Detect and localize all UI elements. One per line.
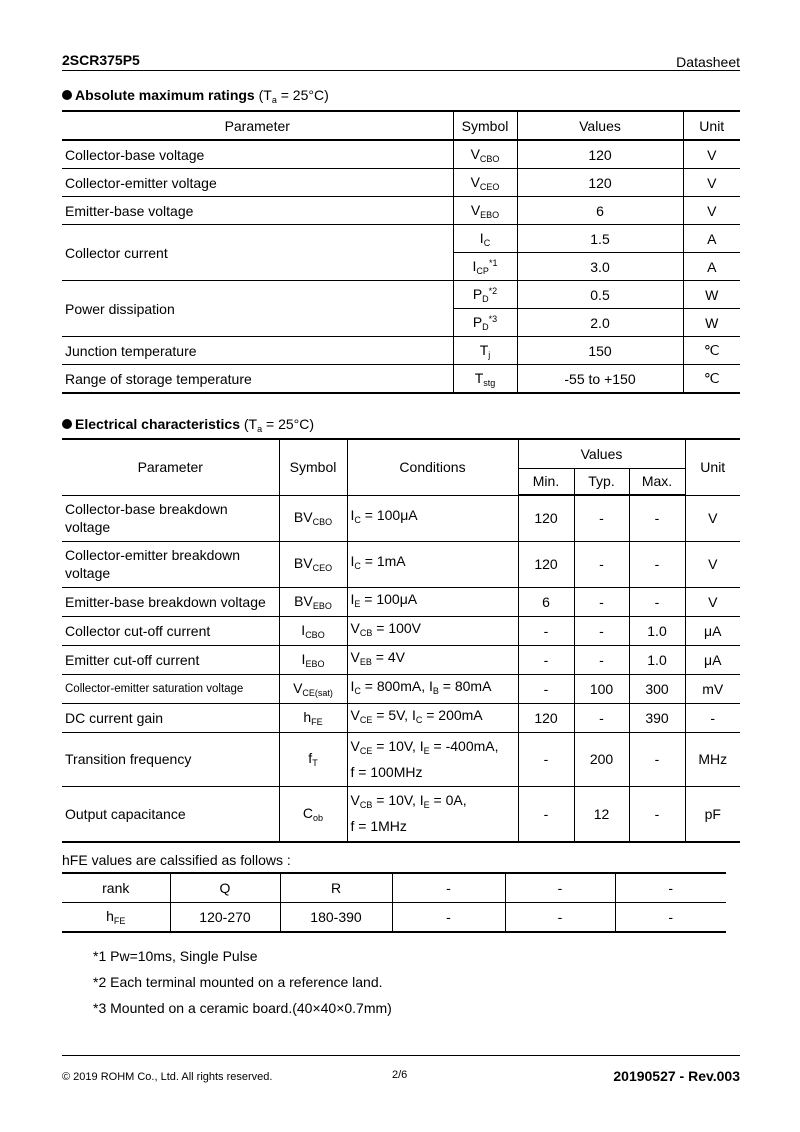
note-3: *3 Mounted on a ceramic board.(40×40×0.7mm) [93,1000,392,1016]
abs-max-table [62,110,740,394]
bullet-icon [62,90,72,100]
row-parameter: Emitter-base breakdown voltage [62,587,279,616]
row-symbol: $BV_{CEO}$ [279,541,347,587]
row-min: - [518,616,574,645]
hfe-rank-table [62,872,726,933]
row-parameter: Emitter cut-off current [62,645,279,674]
row-unit: V [683,169,740,197]
row-value: 6 [517,197,683,225]
row-min: - [518,732,574,786]
header-symbol: Symbol [279,439,347,495]
hfe-range-cell: - [505,903,615,933]
row-typ: - [574,645,629,674]
hfe-range-cell: - [392,903,505,933]
row-typ: 200 [574,732,629,786]
rank-cell: - [615,873,726,903]
table-row [62,703,740,732]
header-unit: Unit [685,439,740,495]
row-unit: V [683,140,740,169]
table-row [62,197,740,225]
row-symbol: $P_D^{*3}$ [453,309,517,337]
hfe-range-cell: 180-390 [280,903,392,933]
row-max: 390 [629,703,685,732]
row-max: - [629,495,685,541]
header-parameter: Parameter [62,111,453,140]
row-unit: μA [685,616,740,645]
row-parameter: Collector-emitter saturation voltage [62,674,279,703]
row-unit: - [685,703,740,732]
table-row [62,587,740,616]
doc-type: Datasheet [676,54,740,70]
row-parameter: Collector-base voltage [62,140,453,169]
row-symbol: $P_D^{*2}$ [453,281,517,309]
table-row [62,495,740,541]
row-typ: - [574,703,629,732]
elec-char-table [62,438,740,843]
copyright: © 2019 ROHM Co., Ltd. All rights reserved. [62,1071,273,1083]
row-typ: - [574,541,629,587]
revision: 20190527 - Rev.003 [613,1068,740,1084]
header-symbol: Symbol [453,111,517,140]
page-footer [62,1055,740,1086]
row-value: 150 [517,337,683,365]
row-unit: pF [685,786,740,842]
table-row [62,645,740,674]
row-typ: - [574,495,629,541]
row-max: - [629,786,685,842]
header-unit: Unit [683,111,740,140]
row-min: - [518,786,574,842]
note-1: *1 Pw=10ms, Single Pulse [93,948,258,964]
row-parameter: Junction temperature [62,337,453,365]
row-parameter: Power dissipation [62,281,453,337]
row-typ: - [574,587,629,616]
row-unit: V [683,197,740,225]
row-symbol: $T_j$ [453,337,517,365]
rank-label: rank [62,873,170,903]
header-values: Values [517,111,683,140]
row-parameter: Collector-emitter voltage [62,169,453,197]
bullet-icon [62,419,72,429]
abs-condition: $(T_a = 25^\circ C)$ [258,87,329,105]
row-min: - [518,645,574,674]
table-row [62,541,740,587]
hfe-label: $h_{FE}$ [62,903,170,933]
elec-condition: $(T_a = 25^\circ C)$ [243,416,315,434]
table-row [62,281,740,309]
row-max: 1.0 [629,645,685,674]
table-row [62,616,740,645]
row-conditions: $I_C = 1mA$ [347,541,518,587]
row-symbol: $T_{stg}$ [453,365,517,394]
row-parameter: Collector current [62,225,453,281]
row-max: 1.0 [629,616,685,645]
rank-cell: - [392,873,505,903]
row-max: - [629,732,685,786]
table-row [62,365,740,394]
row-symbol: $I_{EBO}$ [279,645,347,674]
row-unit: ℃ [683,337,740,365]
row-unit: μA [685,645,740,674]
table-row [62,140,740,169]
row-unit: mV [685,674,740,703]
row-conditions: $I_E = 100\mu A$ [347,587,518,616]
row-typ: 12 [574,786,629,842]
row-symbol: $V_{CEO}$ [453,169,517,197]
table-row [62,337,740,365]
elec-section-title [62,416,314,434]
row-unit: V [685,587,740,616]
row-min: - [518,674,574,703]
row-unit: MHz [685,732,740,786]
row-value: 0.5 [517,281,683,309]
row-symbol: $h_{FE}$ [279,703,347,732]
hfe-caption: hFE values are calssified as follows : [62,852,291,868]
row-symbol: $I_{CP}^{*1}$ [453,253,517,281]
row-conditions: $I_C = 100\mu A$ [347,495,518,541]
row-value: 120 [517,169,683,197]
row-min: 6 [518,587,574,616]
page-header [62,52,740,71]
row-conditions: $V_{CE} = 10V$, $I_E = -400mA$, f = 100MHz [347,732,518,786]
row-unit: ℃ [683,365,740,394]
header-values: Values [518,439,685,468]
row-unit: A [683,225,740,253]
note-2: *2 Each terminal mounted on a reference land. [93,974,383,990]
table-row [62,732,740,786]
row-max: 300 [629,674,685,703]
header-max: Max. [629,468,685,495]
rank-cell: - [505,873,615,903]
row-conditions: $V_{CB} = 10V$, $I_E = 0A$, f = 1MHz [347,786,518,842]
row-value: 1.5 [517,225,683,253]
row-value: 2.0 [517,309,683,337]
row-value: 120 [517,140,683,169]
row-max: - [629,541,685,587]
row-value: 3.0 [517,253,683,281]
row-value: -55 to +150 [517,365,683,394]
rank-cell: Q [170,873,280,903]
row-typ: 100 [574,674,629,703]
row-symbol: $V_{EBO}$ [453,197,517,225]
abs-title: Absolute maximum ratings [75,87,255,103]
part-number: 2SCR375P5 [62,52,140,68]
rank-cell: R [280,873,392,903]
row-parameter: Collector-base breakdown voltage [62,495,279,541]
row-conditions: $V_{CB} = 100V$ [347,616,518,645]
row-conditions: $V_{CE} = 5V$, $I_C = 200mA$ [347,703,518,732]
row-unit: W [683,281,740,309]
table-row [62,225,740,253]
row-min: 120 [518,541,574,587]
hfe-range-cell: 120-270 [170,903,280,933]
row-symbol: $I_{CBO}$ [279,616,347,645]
row-parameter: Transition frequency [62,732,279,786]
row-unit: V [685,495,740,541]
header-conditions: Conditions [347,439,518,495]
row-symbol: $BV_{EBO}$ [279,587,347,616]
row-parameter: Emitter-base voltage [62,197,453,225]
table-row [62,786,740,842]
table-row [62,169,740,197]
row-parameter: DC current gain [62,703,279,732]
header-parameter: Parameter [62,439,279,495]
row-unit: A [683,253,740,281]
row-unit: W [683,309,740,337]
row-symbol: $BV_{CBO}$ [279,495,347,541]
row-parameter: Range of storage temperature [62,365,453,394]
page-number: 2/6 [392,1069,408,1081]
row-symbol: $I_C$ [453,225,517,253]
row-symbol: $f_T$ [279,732,347,786]
header-min: Min. [518,468,574,495]
table-row [62,674,740,703]
abs-section-title [62,87,329,105]
row-conditions: $V_{EB} = 4V$ [347,645,518,674]
row-symbol: $C_{ob}$ [279,786,347,842]
row-parameter: Collector cut-off current [62,616,279,645]
row-parameter: Output capacitance [62,786,279,842]
row-parameter: Collector-emitter breakdown voltage [62,541,279,587]
row-symbol: $V_{CBO}$ [453,140,517,169]
hfe-range-cell: - [615,903,726,933]
row-max: - [629,587,685,616]
row-symbol: $V_{CE(sat)}$ [279,674,347,703]
row-conditions: $I_C = 800mA$, $I_B = 80mA$ [347,674,518,703]
row-unit: V [685,541,740,587]
elec-title: Electrical characteristics [75,416,240,432]
row-min: 120 [518,495,574,541]
header-typ: Typ. [574,468,629,495]
row-typ: - [574,616,629,645]
row-min: 120 [518,703,574,732]
